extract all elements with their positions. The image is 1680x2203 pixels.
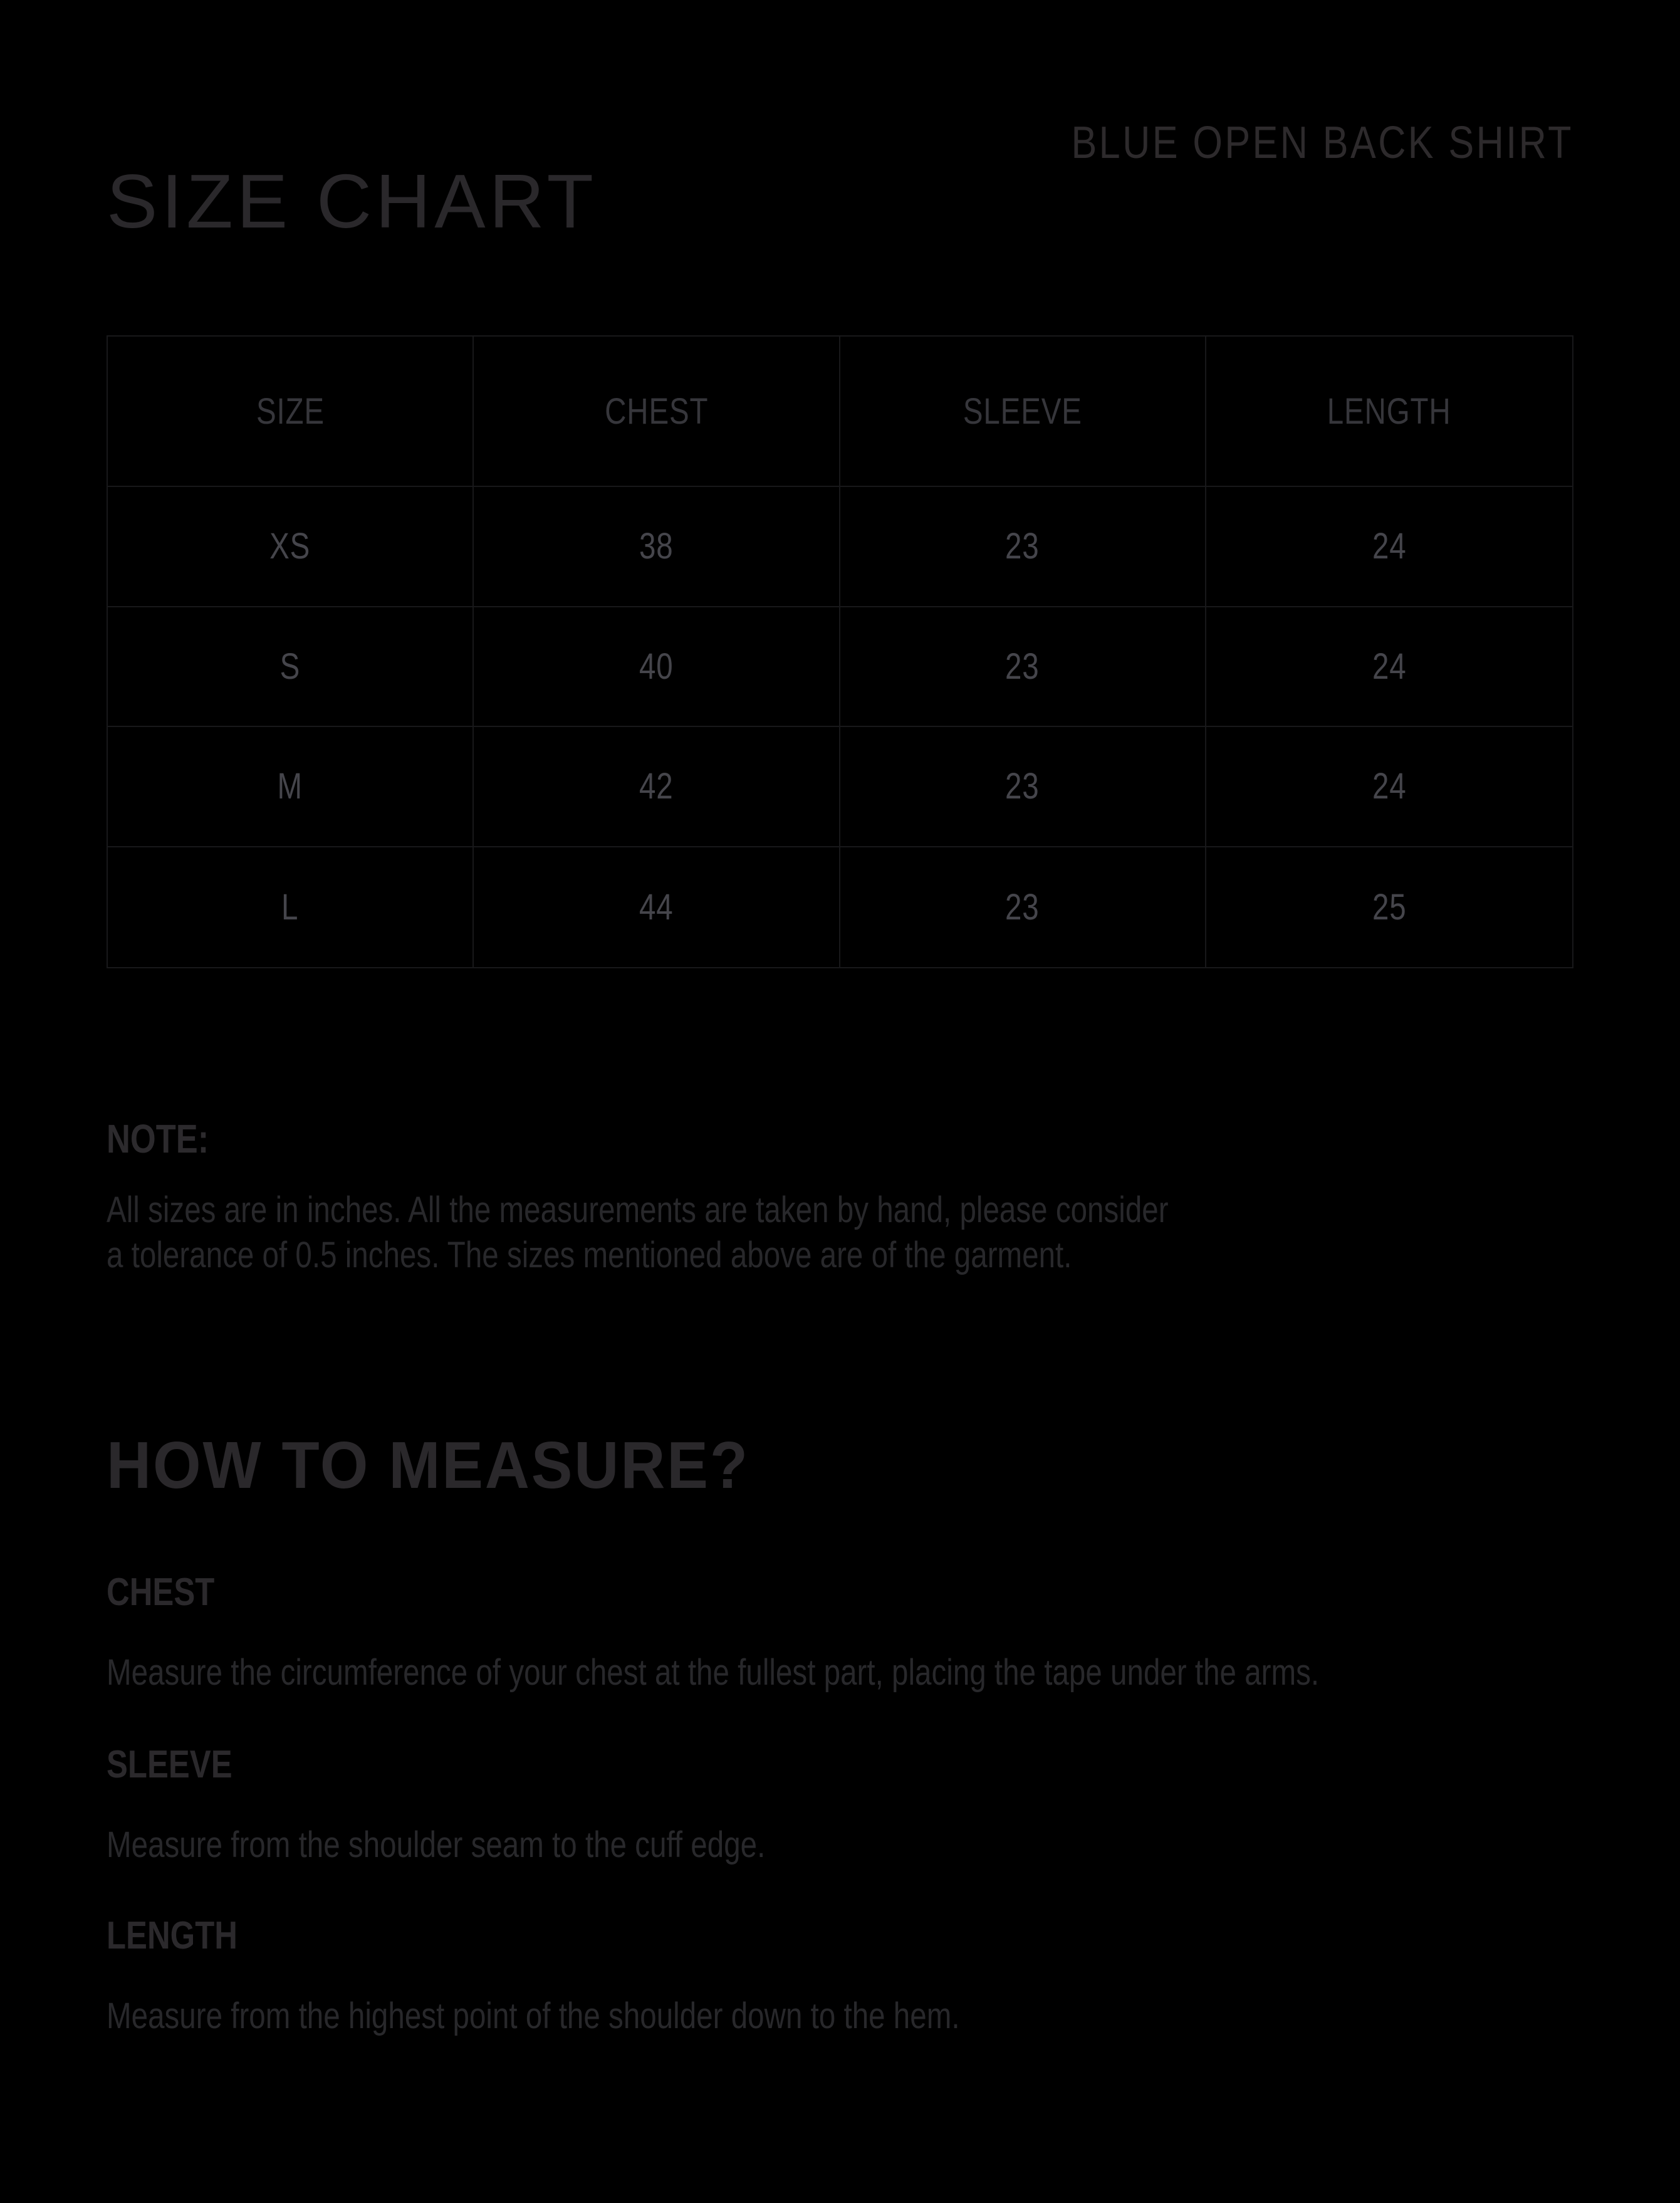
how-to-measure-heading-text: HOW TO MEASURE?: [107, 1428, 749, 1502]
table-cell-l-sleeve: [840, 847, 1206, 968]
column-header-chest-label: CHEST: [604, 390, 709, 432]
table-cell-s-sleeve: [840, 607, 1206, 728]
product-name: [983, 118, 1573, 168]
note-line-2: [107, 1233, 1402, 1278]
table-cell-m-chest: [474, 727, 840, 847]
note-heading: [107, 1116, 231, 1161]
cell-text: L: [281, 886, 299, 928]
table-cell-xs-length: [1206, 487, 1572, 607]
how-to-measure-heading: [107, 1428, 798, 1502]
sleeve-section-heading-text: SLEEVE: [107, 1743, 232, 1786]
cell-text: 23: [1005, 766, 1040, 807]
table-cell-xs-sleeve: [840, 487, 1206, 607]
cell-text: 23: [1005, 526, 1040, 567]
length-section-description-text: Measure from the highest point of the shoulder down to the hem.: [107, 1996, 960, 2036]
table-cell-m-size: [108, 727, 474, 847]
chest-section-description-text: Measure the circumference of your chest at the fullest part, placing the tape under the arms.: [107, 1652, 1320, 1693]
product-name-text: BLUE OPEN BACK SHIRT: [1071, 118, 1573, 168]
cell-text: 23: [1005, 646, 1040, 687]
table-cell-s-chest: [474, 607, 840, 728]
table-cell-s-length: [1206, 607, 1572, 728]
sleeve-section-description: [107, 1824, 910, 1865]
note-body: [107, 1188, 1402, 1278]
cell-text: 42: [639, 766, 674, 807]
cell-text: 24: [1372, 526, 1407, 567]
page-title: SIZE CHART: [107, 158, 598, 244]
note-heading-text: NOTE:: [107, 1116, 209, 1161]
table-cell-s-size: [108, 607, 474, 728]
table-cell-xs-size: [108, 487, 474, 607]
sleeve-section-description-text: Measure from the shoulder seam to the cuff edge.: [107, 1824, 766, 1865]
cell-text: 23: [1005, 886, 1040, 928]
column-header-length: [1206, 337, 1572, 487]
table-cell-l-length: [1206, 847, 1572, 968]
column-header-length-label: LENGTH: [1327, 390, 1451, 432]
table-cell-l-size: [108, 847, 474, 968]
table-cell-m-length: [1206, 727, 1572, 847]
cell-text: 25: [1372, 886, 1407, 928]
chest-section-heading: [107, 1573, 238, 1612]
length-section-heading-text: LENGTH: [107, 1914, 237, 1957]
cell-text: 38: [639, 526, 674, 567]
note-line-1: [107, 1188, 1402, 1233]
length-section-heading: [107, 1914, 266, 1957]
table-cell-xs-chest: [474, 487, 840, 607]
chest-section-description: [107, 1652, 1585, 1693]
cell-text: XS: [269, 526, 311, 567]
size-table: [107, 335, 1573, 968]
cell-text: 44: [639, 886, 674, 928]
note-line-2-text: a tolerance of 0.5 inches. The sizes mentioned above are of the garment.: [107, 1235, 1072, 1275]
column-header-sleeve: [840, 337, 1206, 487]
cell-text: M: [277, 766, 303, 807]
cell-text: 24: [1372, 646, 1407, 687]
sleeve-section-heading: [107, 1745, 260, 1784]
column-header-chest: [474, 337, 840, 487]
chest-section-heading-text: CHEST: [107, 1571, 215, 1614]
column-header-size-label: SIZE: [256, 390, 325, 432]
note-line-1-text: All sizes are in inches. All the measurements are taken by hand, please consider: [107, 1190, 1169, 1230]
length-section-description: [107, 1998, 1147, 2034]
table-cell-m-sleeve: [840, 727, 1206, 847]
cell-text: 40: [639, 646, 674, 687]
column-header-size: [108, 337, 474, 487]
cell-text: S: [279, 646, 301, 687]
table-cell-l-chest: [474, 847, 840, 968]
column-header-sleeve-label: SLEEVE: [963, 390, 1082, 432]
cell-text: 24: [1372, 766, 1407, 807]
